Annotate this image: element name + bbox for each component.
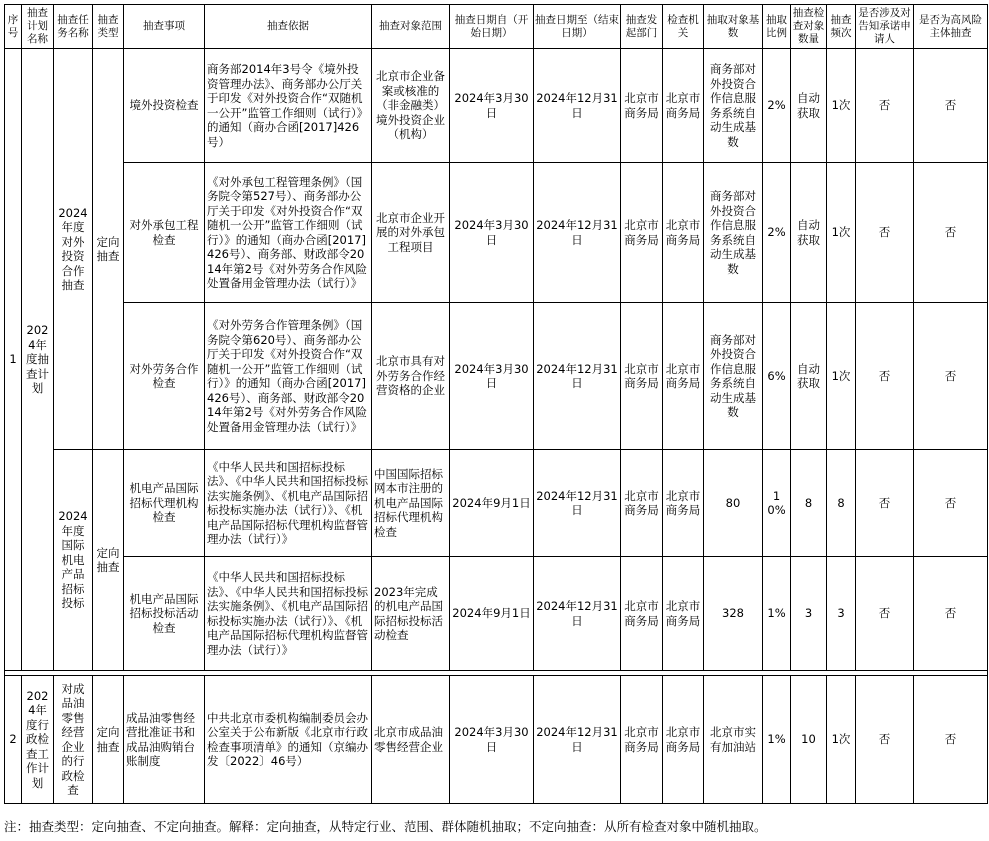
cell-basis: 《中华人民共和国招标投标法》、《中华人民共和国招标投标法实施条例》、《机电产品国际招标投标实施办法（试行）》、《机电产品国际招标代理机构监督管理办法（试行）》 <box>205 450 372 557</box>
header-item: 抽查事项 <box>124 5 205 49</box>
cell-base: 328 <box>704 557 763 671</box>
cell-ratio: 1% <box>763 557 791 671</box>
cell-ratio: 10% <box>763 450 791 557</box>
cell-base: 商务部对外投资合作信息服务系统自动生成基数 <box>704 303 763 450</box>
cell-base: 80 <box>704 450 763 557</box>
cell-ratio: 2% <box>763 163 791 303</box>
header-type: 抽查类型 <box>93 5 124 49</box>
table-row <box>5 49 988 163</box>
cell-risk: 否 <box>914 49 988 163</box>
cell-end: 2024年12月31日 <box>534 557 621 671</box>
cell-ratio: 2% <box>763 49 791 163</box>
cell-item: 成品油零售经营批准证书和成品油购销台账制度 <box>124 676 205 804</box>
cell-promise: 否 <box>856 676 914 804</box>
cell-start: 2024年3月30日 <box>450 676 534 804</box>
cell-dept: 北京市商务局 <box>621 450 663 557</box>
cell-risk: 否 <box>914 557 988 671</box>
table-row <box>5 557 988 671</box>
cell-ratio: 6% <box>763 303 791 450</box>
cell-dept: 北京市商务局 <box>621 163 663 303</box>
cell-basis: 中共北京市委机构编制委员会办公室关于公布新版《北京市行政检查事项清单》的通知（京编办发〔2022〕46号） <box>205 676 372 804</box>
cell-start: 2024年3月30日 <box>450 49 534 163</box>
cell-count: 3 <box>791 557 827 671</box>
header-promise: 是否涉及对告知承诺申请人 <box>856 5 914 49</box>
cell-start: 2024年9月1日 <box>450 450 534 557</box>
cell-end: 2024年12月31日 <box>534 163 621 303</box>
cell-item: 对外劳务合作检查 <box>124 303 205 450</box>
header-freq: 抽查频次 <box>827 5 856 49</box>
cell-end: 2024年12月31日 <box>534 49 621 163</box>
cell-promise: 否 <box>856 557 914 671</box>
cell-end: 2024年12月31日 <box>534 303 621 450</box>
cell-seq: 2 <box>5 676 22 804</box>
cell-dept: 北京市商务局 <box>621 676 663 804</box>
cell-promise: 否 <box>856 450 914 557</box>
cell-base: 北京市实有加油站 <box>704 676 763 804</box>
header-risk: 是否为高风险主体抽查 <box>914 5 988 49</box>
header-task: 抽查任务名称 <box>54 5 93 49</box>
cell-freq: 1次 <box>827 163 856 303</box>
cell-count: 自动获取 <box>791 163 827 303</box>
cell-freq: 8 <box>827 450 856 557</box>
cell-freq: 1次 <box>827 676 856 804</box>
cell-item: 机电产品国际招标代理机构检查 <box>124 450 205 557</box>
table-row <box>5 303 988 450</box>
cell-dept: 北京市商务局 <box>621 557 663 671</box>
cell-end: 2024年12月31日 <box>534 450 621 557</box>
cell-type: 定向抽查 <box>93 676 124 804</box>
cell-dept: 北京市商务局 <box>621 49 663 163</box>
cell-task: 2024年度对外投资合作抽查 <box>54 49 93 450</box>
cell-start: 2024年3月30日 <box>450 303 534 450</box>
cell-freq: 3 <box>827 557 856 671</box>
cell-basis: 商务部2014年3号令《境外投资管理办法》、商务部办公厅关于印发《对外投资合作“双随机一公开”监管工作细则（试行）》的通知（商办合函[2017]426号） <box>205 49 372 163</box>
cell-scope: 北京市具有对外劳务合作经营资格的企业 <box>372 303 450 450</box>
header-base: 抽取对象基数 <box>704 5 763 49</box>
header-count: 抽查检查对象数量 <box>791 5 827 49</box>
header-end: 抽查日期至（结束日期） <box>534 5 621 49</box>
cell-scope: 北京市企业备案或核准的（非金融类）境外投资企业（机构） <box>372 49 450 163</box>
cell-type: 定向抽查 <box>93 49 124 450</box>
cell-authority: 北京市商务局 <box>663 557 704 671</box>
cell-basis: 《对外承包工程管理条例》（国务院令第527号）、商务部办公厅关于印发《对外投资合作“双随机一公开”监管工作细则（试行）》的通知（商办合函[2017]426号）、商务部、财政部令2014年第2号《对外劳务合作风险处置备用金管理办法（试行）》 <box>205 163 372 303</box>
cell-scope: 北京市成品油零售经营企业 <box>372 676 450 804</box>
header-plan: 抽查计划名称 <box>22 5 54 49</box>
cell-count: 自动获取 <box>791 49 827 163</box>
cell-base: 商务部对外投资合作信息服务系统自动生成基数 <box>704 163 763 303</box>
cell-scope: 中国国际招标网本市注册的机电产品国际招标代理机构检查 <box>372 450 450 557</box>
cell-item: 境外投资检查 <box>124 49 205 163</box>
cell-count: 自动获取 <box>791 303 827 450</box>
header-dept: 抽查发起部门 <box>621 5 663 49</box>
cell-ratio: 1% <box>763 676 791 804</box>
cell-task: 2024年度国际机电产品招标投标 <box>54 450 93 671</box>
cell-risk: 否 <box>914 676 988 804</box>
header-seq: 序号 <box>5 5 22 49</box>
cell-risk: 否 <box>914 303 988 450</box>
header-authority: 检查机关 <box>663 5 704 49</box>
cell-item: 机电产品国际招标投标活动检查 <box>124 557 205 671</box>
cell-authority: 北京市商务局 <box>663 303 704 450</box>
cell-promise: 否 <box>856 49 914 163</box>
cell-authority: 北京市商务局 <box>663 450 704 557</box>
cell-risk: 否 <box>914 450 988 557</box>
cell-plan: 2024年度抽查计划 <box>22 49 54 671</box>
cell-authority: 北京市商务局 <box>663 163 704 303</box>
header-row <box>5 5 988 49</box>
footnote: 注：抽查类型：定向抽查、不定向抽查。解释：定向抽查，从特定行业、范围、群体随机抽取；不定向抽查：从所有检查对象中随机抽取。 <box>4 819 767 834</box>
cell-type: 定向抽查 <box>93 450 124 671</box>
header-start: 抽查日期自（开始日期） <box>450 5 534 49</box>
cell-dept: 北京市商务局 <box>621 303 663 450</box>
cell-count: 8 <box>791 450 827 557</box>
cell-start: 2024年9月1日 <box>450 557 534 671</box>
table-row <box>5 450 988 557</box>
cell-seq: 1 <box>5 49 22 671</box>
spot-check-table <box>4 4 988 804</box>
header-scope: 抽查对象范围 <box>372 5 450 49</box>
cell-scope: 北京市企业开展的对外承包工程项目 <box>372 163 450 303</box>
cell-authority: 北京市商务局 <box>663 676 704 804</box>
cell-start: 2024年3月30日 <box>450 163 534 303</box>
cell-risk: 否 <box>914 163 988 303</box>
cell-scope: 2023年完成的机电产品国际招标投标活动检查 <box>372 557 450 671</box>
cell-freq: 1次 <box>827 49 856 163</box>
cell-authority: 北京市商务局 <box>663 49 704 163</box>
table-row <box>5 163 988 303</box>
cell-basis: 《对外劳务合作管理条例》（国务院令第620号）、商务部办公厅关于印发《对外投资合作“双随机一公开”监管工作细则（试行）》的通知（商办合函[2017]426号）、商务部、财政部令2014年第2号《对外劳务合作风险处置备用金管理办法（试行）》 <box>205 303 372 450</box>
cell-plan: 2024年度行政检查工作计划 <box>22 676 54 804</box>
cell-task: 对成品油零售经营企业的行政检查 <box>54 676 93 804</box>
table-row <box>5 676 988 804</box>
cell-promise: 否 <box>856 303 914 450</box>
cell-item: 对外承包工程检查 <box>124 163 205 303</box>
cell-freq: 1次 <box>827 303 856 450</box>
cell-basis: 《中华人民共和国招标投标法》、《中华人民共和国招标投标法实施条例》、《机电产品国际招标投标实施办法（试行）》、《机电产品国际招标代理机构监督管理办法（试行）》 <box>205 557 372 671</box>
header-basis: 抽查依据 <box>205 5 372 49</box>
header-ratio: 抽取比例 <box>763 5 791 49</box>
cell-count: 10 <box>791 676 827 804</box>
cell-promise: 否 <box>856 163 914 303</box>
cell-base: 商务部对外投资合作信息服务系统自动生成基数 <box>704 49 763 163</box>
cell-end: 2024年12月31日 <box>534 676 621 804</box>
